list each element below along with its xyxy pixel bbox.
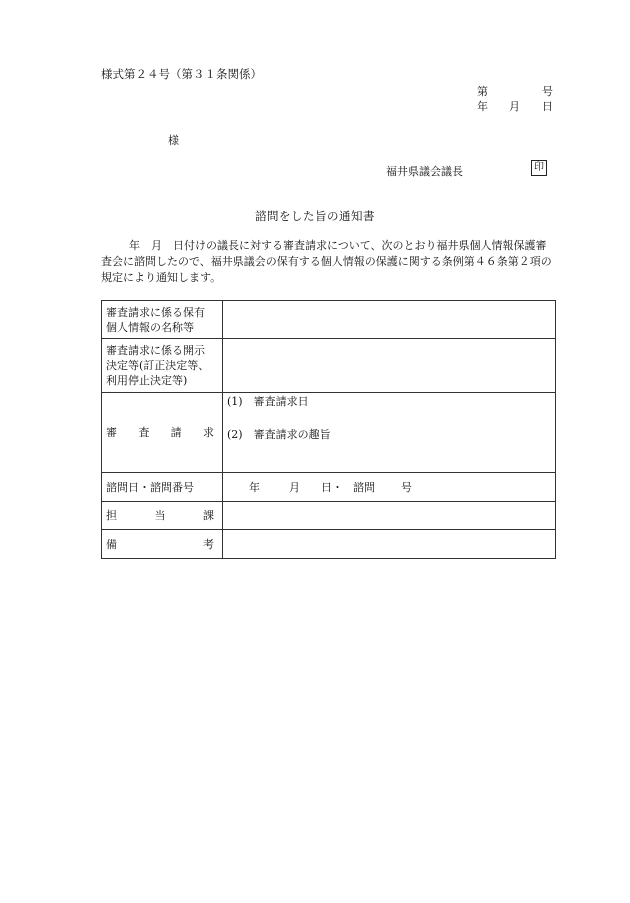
table-row xyxy=(102,473,556,502)
cell-review-request-value[interactable] xyxy=(223,393,556,473)
row-label-inquiry-date-number xyxy=(102,473,223,502)
label-line: 審査請求に係る保有 xyxy=(106,305,205,319)
cell-retained-info-value[interactable] xyxy=(223,301,556,339)
addressee-honorific: 様 xyxy=(168,134,179,147)
label-char: 査 xyxy=(138,426,150,439)
month-label: 月 xyxy=(289,481,300,494)
day-label: 日・ xyxy=(321,481,343,494)
table-row xyxy=(102,339,556,393)
label-char: 担 xyxy=(106,509,117,522)
date-month-label: 月 xyxy=(509,100,520,113)
row-label-retained-info xyxy=(102,301,223,339)
row-label-responsible-section xyxy=(102,502,223,530)
label-char: 備 xyxy=(106,537,117,551)
spaced-label xyxy=(106,537,218,552)
spaced-label xyxy=(106,425,218,440)
review-info-table xyxy=(101,300,556,559)
document-number-prefix: 第 xyxy=(477,85,488,98)
label-line: 利用停止決定等) xyxy=(106,374,188,387)
cell-disclosure-decision-value[interactable] xyxy=(223,339,556,393)
date-day-label: 日 xyxy=(542,100,553,113)
spaced-label xyxy=(106,508,218,523)
cell-inquiry-date-number-value[interactable] xyxy=(223,473,556,502)
label-char: 求 xyxy=(202,426,214,439)
label-char: 課 xyxy=(203,509,214,522)
row-label-review-request xyxy=(102,393,223,473)
label-char: 当 xyxy=(154,509,166,522)
table-row xyxy=(102,393,556,473)
label-char: 請 xyxy=(170,426,182,439)
document-number-suffix: 号 xyxy=(542,85,553,98)
year-label: 年 xyxy=(249,481,260,494)
form-number: 様式第２４号（第３１条関係） xyxy=(101,67,262,81)
inquiry-label: 諮問 xyxy=(353,481,375,494)
table-row xyxy=(102,301,556,339)
item-request-date: (1) 審査請求日 xyxy=(227,395,309,408)
number-suffix-label: 号 xyxy=(401,481,412,494)
cell-responsible-section-value[interactable] xyxy=(223,502,556,530)
body-paragraph xyxy=(101,238,563,286)
table-row xyxy=(102,502,556,530)
body-line-3: 規定により通知します。 xyxy=(101,271,222,284)
label-char: 審 xyxy=(106,426,117,439)
review-request-items xyxy=(223,393,555,443)
row-label-disclosure-decision xyxy=(102,339,223,393)
body-line-1: 年 月 日付けの議長に対する審査請求について、次のとおり福井県個人情報保護審 xyxy=(129,239,547,252)
body-line-2: 査会に諮問したので、福井県議会の保有する個人情報の保護に関する条例第４６条第２項の xyxy=(101,255,552,268)
item-request-purpose: (2) 審査請求の趣旨 xyxy=(227,428,331,441)
inquiry-date-number-fields xyxy=(223,479,555,495)
label-line: 個人情報の名称等 xyxy=(106,320,194,334)
label-text: 諮問日・諮問番号 xyxy=(106,480,194,494)
document-title: 諮問をした旨の通知書 xyxy=(255,209,375,223)
seal-stamp-box: 印 xyxy=(531,160,547,176)
row-label-remarks xyxy=(102,530,223,559)
label-line: 審査請求に係る開示 xyxy=(106,344,205,357)
date-year-label: 年 xyxy=(477,100,488,113)
label-char: 考 xyxy=(203,537,214,551)
table-row xyxy=(102,530,556,559)
label-line: 決定等(訂正決定等、 xyxy=(106,359,210,372)
sender-title: 福井県議会議長 xyxy=(386,165,463,178)
cell-remarks-value[interactable] xyxy=(223,530,556,559)
